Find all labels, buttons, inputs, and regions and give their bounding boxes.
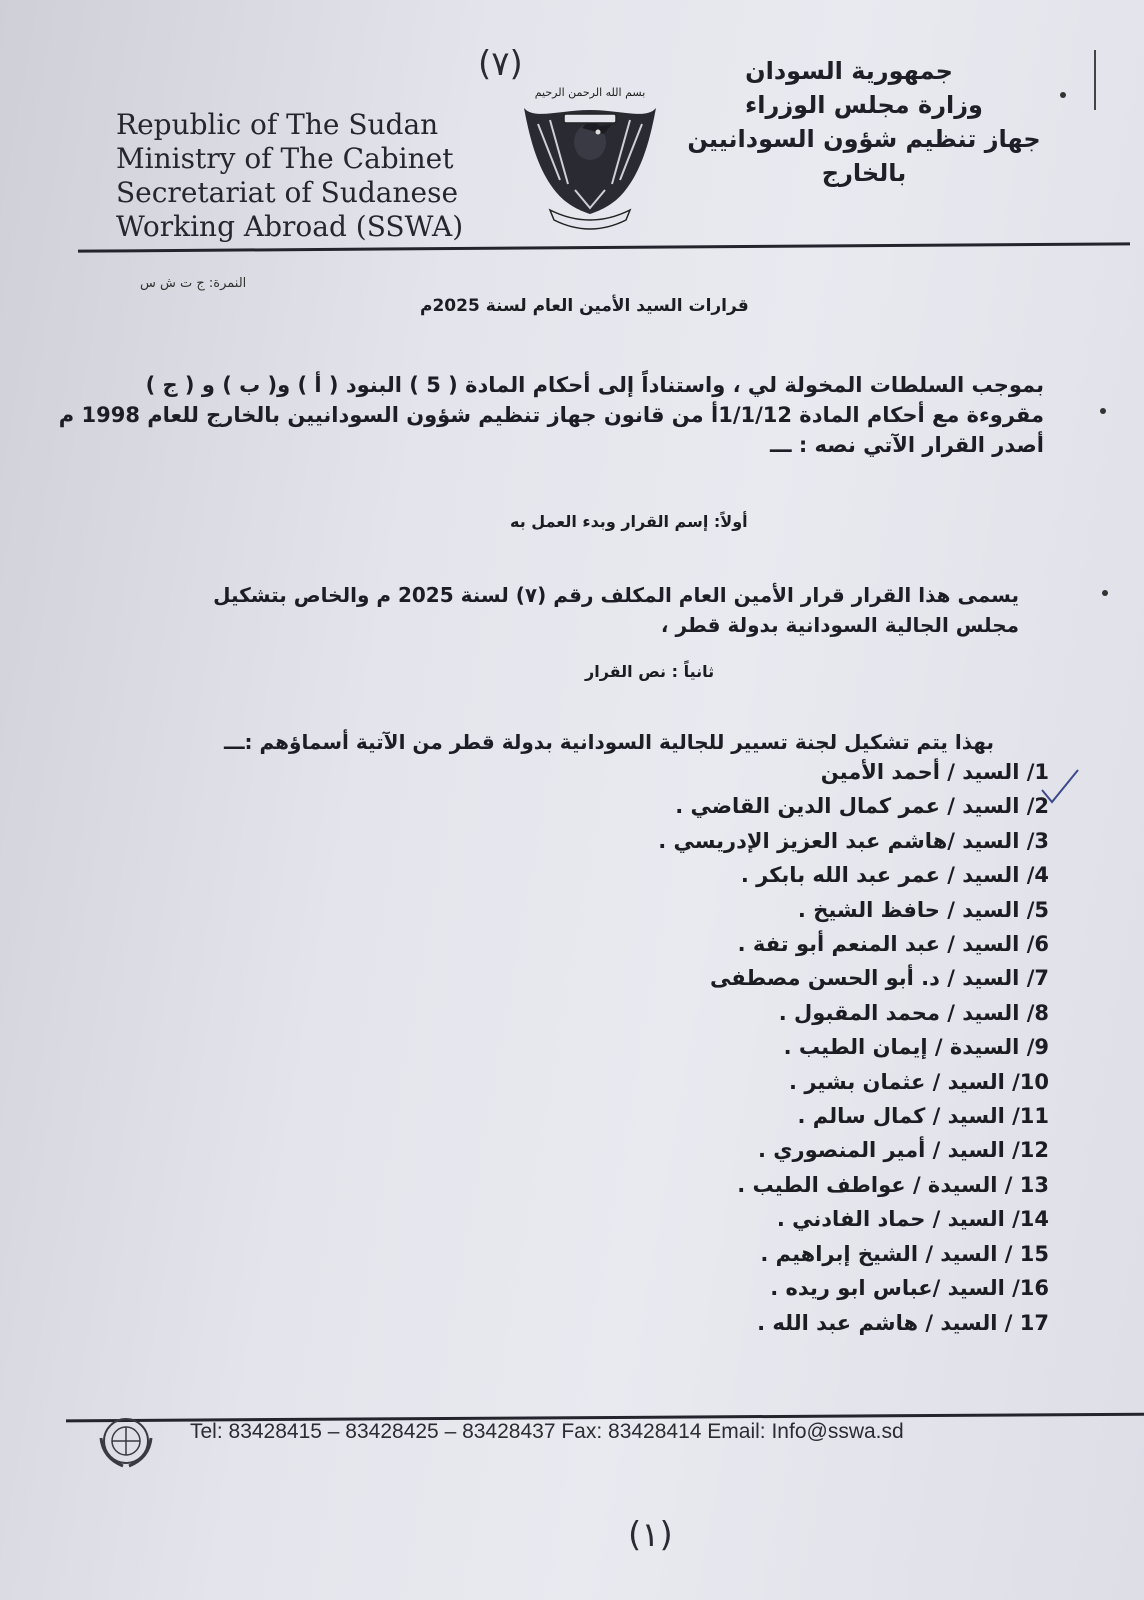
preamble-line: أصدر القرار الآتي نصه : ـــ (769, 433, 1044, 457)
list-item: 2/ السيد / عمر كمال الدين القاضي . (675, 794, 1049, 819)
list-item: 12/ السيد / أمير المنصوري . (757, 1138, 1049, 1163)
letterhead-line: Secretariat of Sudanese (116, 176, 459, 209)
handwritten-page-number: (١) (628, 1515, 673, 1555)
letterhead-line: Ministry of The Cabinet (116, 142, 454, 175)
list-item: 13 / السيدة / عواطف الطيب . (737, 1172, 1049, 1197)
paragraph-line: يسمى هذا القرار قرار الأمين العام المكلف رقم (٧) لسنة 2025 م والخاص بتشكيل (213, 583, 1019, 607)
english-letterhead (116, 108, 463, 244)
list-item: 17 / السيد / هاشم عبد الله . (757, 1310, 1049, 1335)
letterhead-line: وزارة مجلس الوزراء (745, 91, 983, 119)
letterhead-line: جهاز تنظيم شؤون السودانيين (687, 125, 1041, 153)
sudan-emblem-icon (520, 80, 660, 240)
preamble-line: بموجب السلطات المخولة لي ، واستناداً إلى أحكام المادة ( 5 ) البنود ( أ ) و( ب ) و ( ج ) (145, 373, 1044, 397)
margin-dot (1060, 92, 1066, 98)
decision-body-text: بهذا يتم تشكيل لجنة تسيير للجالية السودانية بدولة قطر من الآتية أسماؤهم :ـــ (224, 730, 994, 754)
handwritten-decision-number: (٧) (478, 44, 523, 84)
letterhead-line: Republic of The Sudan (116, 108, 439, 141)
footer-contact: Tel: 83428415 – 83428425 – 83428437 Fax: 83428414 Email: Info@sswa.sd (190, 1420, 904, 1443)
margin-dot (1100, 408, 1106, 414)
section-heading-second: ثانياً : نص القرار (585, 662, 715, 681)
paragraph-line: مجلس الجالية السودانية بدولة قطر ، (660, 613, 1019, 637)
list-item: 9/ السيدة / إيمان الطيب . (783, 1035, 1049, 1060)
list-item: 14/ السيد / حماد الفادني . (776, 1207, 1049, 1232)
list-item: 16/ السيد /عباس ابو ريده . (770, 1276, 1049, 1301)
list-item: 8/ السيد / محمد المقبول . (778, 1000, 1049, 1025)
preamble (59, 370, 1044, 460)
section-heading-first: أولاً: إسم القرار وبدء العمل به (510, 512, 748, 531)
list-item: 4/ السيد / عمر عبد الله بابكر . (740, 863, 1049, 888)
margin-mark (1094, 50, 1096, 110)
list-item: 6/ السيد / عبد المنعم أبو تفة . (737, 932, 1049, 957)
letterhead-line: جمهورية السودان (745, 57, 953, 85)
letterhead-line: بالخارج (821, 159, 907, 187)
letterhead-line: Working Abroad (SSWA) (116, 210, 464, 243)
list-item: 10/ السيد / عثمان بشير . (789, 1069, 1049, 1094)
basmala: بسم الله الرحمن الرحيم (534, 86, 646, 99)
reference-number: النمرة: ج ت ش س (140, 276, 247, 291)
members-list (658, 755, 1049, 1340)
list-item: 5/ السيد / حافظ الشيخ . (797, 897, 1049, 922)
handwritten-check-icon (1040, 768, 1080, 808)
margin-dot (1102, 590, 1108, 596)
list-item: 15 / السيد / الشيخ إبراهيم . (760, 1241, 1049, 1266)
un-style-seal-icon (93, 1408, 159, 1474)
decision-name-text (213, 580, 1019, 640)
arabic-letterhead (684, 54, 1044, 190)
list-item: 1/ السيد / أحمد الأمين (820, 760, 1049, 784)
list-item: 3/ السيد /هاشم عبد العزيز الإدريسي . (658, 828, 1049, 853)
list-item: 11/ السيد / كمال سالم . (797, 1104, 1049, 1129)
preamble-line: مقروءة مع أحكام المادة 1/1/12أ من قانون جهاز تنظيم شؤون السودانيين بالخارج للعام 1998 م (58, 403, 1044, 427)
document-title: قرارات السيد الأمين العام لسنة 2025م (420, 296, 749, 316)
list-item: 7/ السيد / د. أبو الحسن مصطفى (710, 966, 1049, 991)
